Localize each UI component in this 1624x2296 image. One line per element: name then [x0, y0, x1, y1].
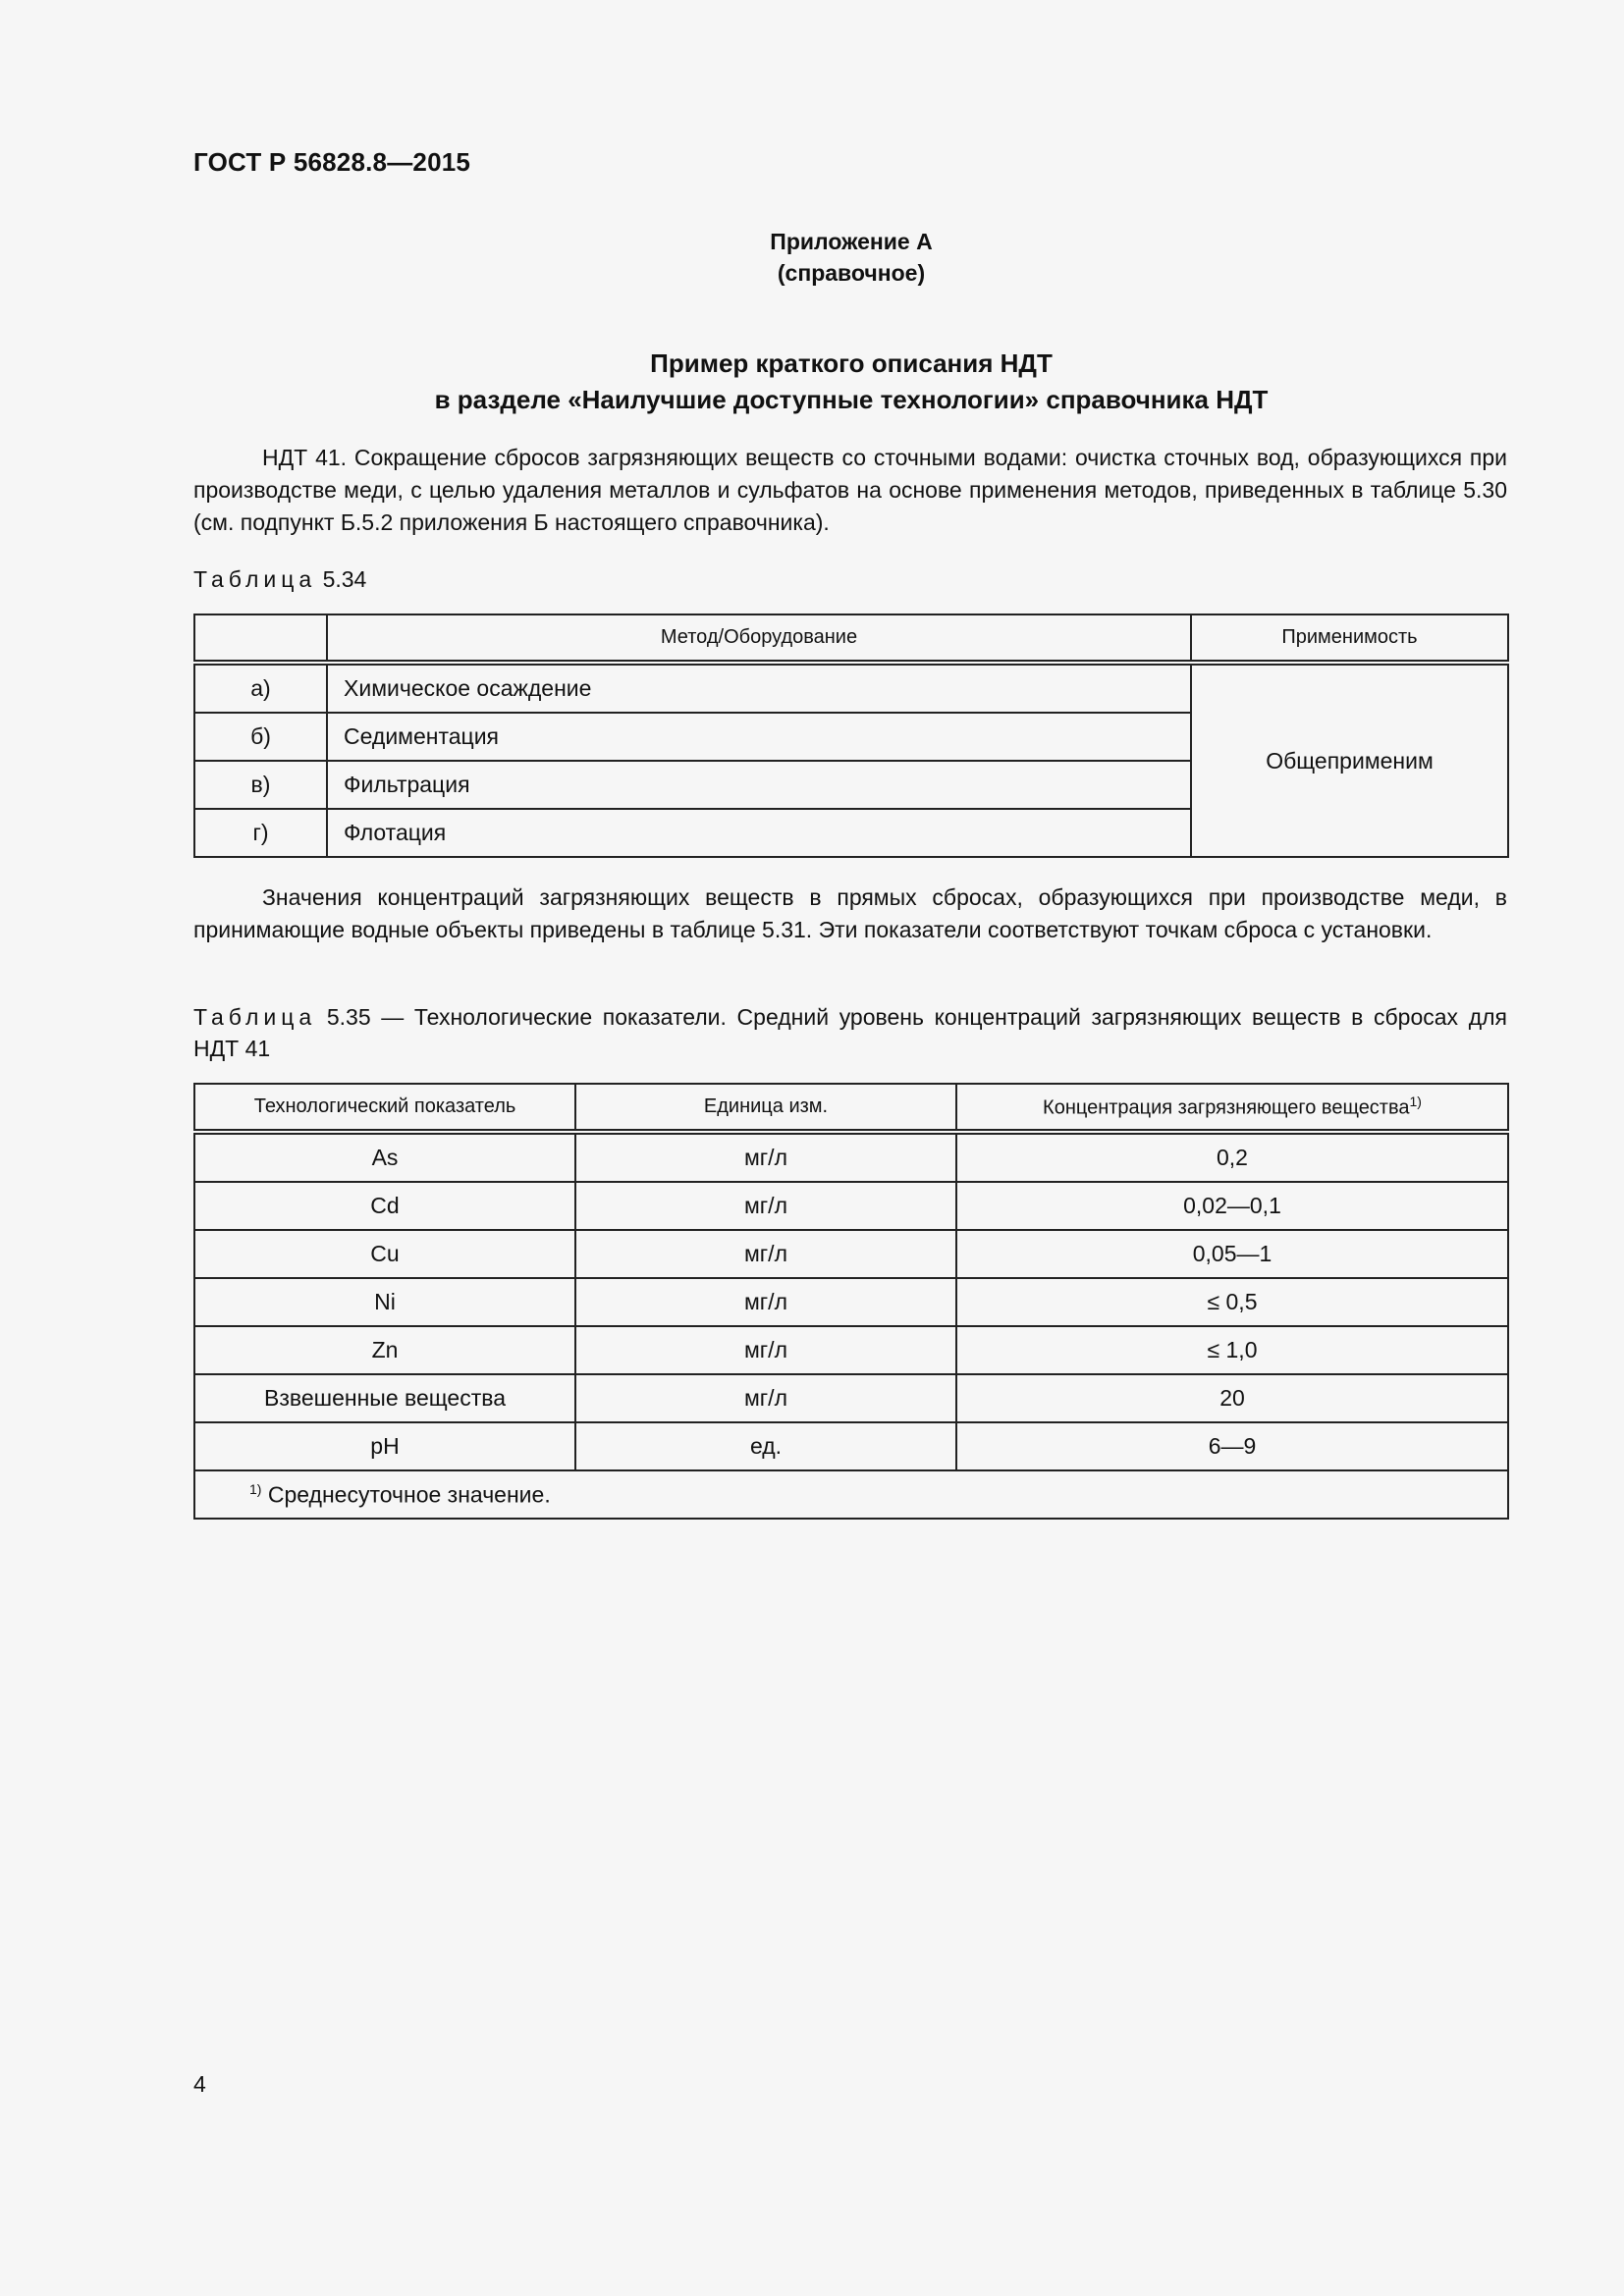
footnote-ref: 1): [1409, 1094, 1422, 1110]
row-unit: мг/л: [575, 1278, 956, 1326]
header-indicator: Технологический показатель: [194, 1084, 575, 1132]
header-mark: [194, 614, 327, 663]
row-indicator: Ni: [194, 1278, 575, 1326]
header-applicability: Применимость: [1191, 614, 1508, 663]
header-concentration-label: Концентрация загрязняющего вещества: [1043, 1096, 1410, 1119]
row-value: 6—9: [956, 1422, 1508, 1470]
table-row: [194, 663, 1508, 713]
table-number: 5.34: [322, 566, 367, 592]
row-indicator: Zn: [194, 1326, 575, 1374]
row-indicator: Cd: [194, 1182, 575, 1230]
table-row: [194, 1326, 1508, 1374]
row-indicator: Cu: [194, 1230, 575, 1278]
applicability-cell: Общеприменим: [1191, 663, 1508, 857]
header-concentration: [956, 1084, 1508, 1132]
row-mark: б): [194, 713, 327, 761]
row-unit: мг/л: [575, 1326, 956, 1374]
table-caption-text: 5.35 — Технологические показатели. Средний уровень концентраций загрязняющих веществ в сбросах для НДТ 41: [193, 1004, 1507, 1061]
footnote-text: Среднесуточное значение.: [267, 1481, 551, 1508]
row-method: Седиментация: [327, 713, 1191, 761]
section-title-line-1: Пример краткого описания НДТ: [650, 348, 1053, 378]
table-row: [194, 1374, 1508, 1422]
table-header-row: [194, 614, 1508, 663]
row-mark: в): [194, 761, 327, 809]
row-mark: а): [194, 663, 327, 713]
row-mark: г): [194, 809, 327, 857]
paragraph-ndt-41: НДТ 41. Сокращение сбросов загрязняющих веществ со сточными водами: очистка сточных вод, образующихся при производстве меди, с целью удаления металлов и сульфатов на основе применения методов, приведенных в таблице 5.30 (см. подпункт Б.5.2 приложения Б настоящего справочника).: [193, 445, 1507, 535]
row-unit: мг/л: [575, 1132, 956, 1182]
table-footnote-row: [194, 1470, 1508, 1519]
table-footnote: [194, 1470, 1508, 1519]
header-unit: Единица изм.: [575, 1084, 956, 1132]
row-value: 0,05—1: [956, 1230, 1508, 1278]
appendix-heading: [0, 226, 1624, 289]
indicators-table: [193, 1083, 1509, 1520]
table-label: Таблица: [193, 566, 317, 592]
table-row: [194, 1132, 1508, 1182]
row-indicator: Взвешенные вещества: [194, 1374, 575, 1422]
row-unit: ед.: [575, 1422, 956, 1470]
paragraph-concentrations: Значения концентраций загрязняющих веществ в прямых сбросах, образующихся при производстве меди, в принимающие водные объекты приведены в таблице 5.31. Эти показатели соответствуют точкам сброса с установки.: [193, 884, 1507, 942]
page-number: 4: [193, 2071, 206, 2097]
row-indicator: As: [194, 1132, 575, 1182]
methods-table: [193, 614, 1509, 858]
row-method: Химическое осаждение: [327, 663, 1191, 713]
footnote-mark: 1): [249, 1480, 262, 1497]
row-indicator: pH: [194, 1422, 575, 1470]
table-label: Таблица: [193, 1004, 317, 1030]
section-title-line-2: в разделе «Наилучшие доступные технологии» справочника НДТ: [434, 385, 1269, 414]
row-unit: мг/л: [575, 1230, 956, 1278]
appendix-type: (справочное): [777, 260, 926, 286]
row-value: 0,02—0,1: [956, 1182, 1508, 1230]
row-value: ≤ 1,0: [956, 1326, 1508, 1374]
table-row: [194, 1278, 1508, 1326]
row-value: ≤ 0,5: [956, 1278, 1508, 1326]
table-row: [194, 1182, 1508, 1230]
table-header-row: [194, 1084, 1508, 1132]
table-5-35-caption: [193, 1001, 1507, 1064]
row-unit: мг/л: [575, 1374, 956, 1422]
table-row: [194, 1422, 1508, 1470]
document-code: ГОСТ Р 56828.8—2015: [193, 147, 471, 177]
header-method: Метод/Оборудование: [327, 614, 1191, 663]
row-unit: мг/л: [575, 1182, 956, 1230]
appendix-title: Приложение А: [770, 229, 933, 254]
row-value: 20: [956, 1374, 1508, 1422]
row-value: 0,2: [956, 1132, 1508, 1182]
table-5-34-caption: [193, 563, 1507, 595]
table-row: [194, 1230, 1508, 1278]
row-method: Фильтрация: [327, 761, 1191, 809]
section-title: [0, 346, 1624, 418]
row-method: Флотация: [327, 809, 1191, 857]
